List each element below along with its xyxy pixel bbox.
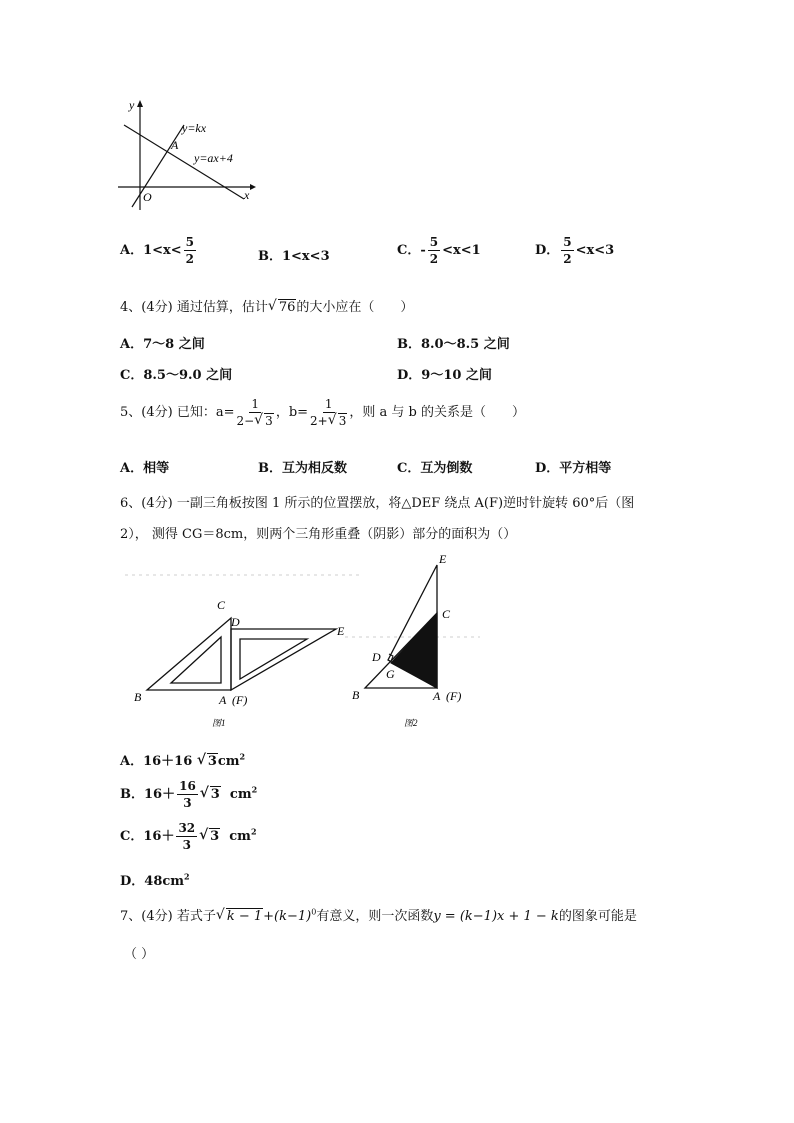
superscript: 2 — [239, 751, 246, 762]
fraction: $\frac{32}{3}$ — [178, 821, 196, 852]
sqrt-3: √ 3 — [199, 829, 220, 844]
triangle-abc-outer — [147, 618, 231, 690]
unit: cm — [229, 829, 251, 844]
superscript: 2 — [184, 871, 190, 882]
fraction-a: $\frac{1}{2-√ 3}$ — [236, 398, 273, 427]
fig1-caption: 图1 — [212, 718, 226, 728]
sqrt-3: √ 3 — [197, 754, 218, 769]
fig1-label-a: A — [219, 693, 227, 707]
superscript: 2 — [250, 826, 257, 837]
q4-stem-prefix: 4、(4分) 通过估算，估计 — [120, 300, 268, 315]
q7-mid: 有意义，则一次函数 — [316, 909, 434, 924]
x-axis-arrow-icon — [250, 184, 256, 190]
sqrt-k-minus-1: √ k − 1 — [216, 909, 263, 924]
q7-stem-line2: （ ） — [124, 947, 155, 962]
q6-option-b — [120, 780, 257, 809]
sqrt-3: √ 3 — [254, 415, 274, 427]
y-axis-arrow-icon — [137, 100, 143, 107]
minus-sign: - — [420, 243, 426, 258]
fig2-label-b: B — [352, 688, 360, 702]
fig2-label-c: C — [442, 607, 451, 621]
q6-option-d-text: D．48cm — [120, 874, 185, 889]
q5-stem-prefix: 5、(4分) 已知：a= — [120, 405, 235, 420]
q6-option-a — [120, 750, 245, 769]
q6-option-c-prefix: C．16＋ — [120, 829, 175, 844]
q6-option-d — [120, 870, 190, 889]
fig1-label-e: E — [337, 624, 345, 638]
triangle-def-outer — [231, 629, 336, 690]
q3-option-b-text: B．1<x<3 — [258, 249, 330, 264]
q5-option-b: B．互为相反数 — [258, 461, 347, 476]
fig2-label-g: G — [386, 667, 395, 681]
unit: cm — [229, 787, 252, 802]
fig1-label-f: (F) — [232, 693, 248, 707]
q6-stem-line1: 6、(4分) 一副三角板按图 1 所示的位置摆放，将△DEF 绕点 A(F)逆时针旋转 60°后（图 — [120, 496, 635, 511]
q7-function: y = (k−1)x + 1 − k — [433, 909, 559, 924]
q4-stem-suffix: 的大小应在（ ） — [296, 300, 414, 315]
q4-option-c: C．8.5～9.0 之间 — [120, 368, 233, 383]
fig1-label-b: B — [134, 690, 142, 704]
q3-option-a-text: A．1<x< — [120, 243, 182, 258]
sqrt-3: √ 3 — [328, 415, 348, 427]
fig2-caption: 图2 — [404, 718, 418, 728]
q7-suffix: 的图象可能是 — [558, 909, 637, 924]
exponent: 0 — [311, 907, 317, 917]
q3-option-d-suffix: <x<3 — [575, 243, 615, 258]
q6-option-a-prefix: A．16＋16 — [120, 754, 193, 769]
q3-option-a — [120, 236, 198, 265]
y-axis-label: y — [129, 98, 135, 112]
q3-option-c — [397, 236, 481, 265]
q5-option-a: A．相等 — [120, 461, 170, 476]
q3-option-c-suffix: <x<1 — [442, 243, 481, 258]
q3-option-d — [535, 236, 614, 265]
q3-option-b — [258, 245, 330, 264]
q4-option-d: D．9～10 之间 — [397, 368, 492, 383]
fig1-label-d: D — [231, 615, 240, 629]
fig2-label-a: A — [433, 689, 441, 703]
unit: cm — [217, 754, 240, 769]
point-a-label: A — [171, 138, 179, 152]
fig1-label-c: C — [217, 598, 226, 612]
q3-coordinate-graph — [110, 95, 270, 215]
superscript: 2 — [251, 784, 258, 795]
triangle-def-inner — [240, 639, 307, 679]
shaded-overlap-region — [391, 613, 437, 688]
line2-label: y=ax+4 — [194, 151, 233, 165]
origin-label: O — [143, 190, 152, 204]
q5-option-c: C．互为倒数 — [397, 461, 473, 476]
fig2-label-d: D — [372, 650, 381, 664]
line1-label: y=kx — [182, 121, 207, 135]
triangle-abc-inner — [171, 637, 221, 683]
q6-stem-line2: 2）， 测得 CG＝8cm，则两个三角形重叠（阴影）部分的面积为（） — [120, 527, 517, 542]
fraction-b: $\frac{1}{2+√ 3}$ — [310, 398, 347, 427]
q5-stem-suffix: ，则 a 与 b 的关系是（ ） — [349, 405, 525, 420]
q5-option-d: D．平方相等 — [535, 461, 612, 476]
fraction: $\frac{5}{2}$ — [185, 235, 195, 266]
q6-figure-2 — [345, 550, 485, 735]
x-axis-label: x — [244, 188, 250, 202]
q4-option-a: A．7～8 之间 — [120, 337, 205, 352]
q4-option-b: B．8.0～8.5 之间 — [397, 337, 510, 352]
q3-option-d-prefix: D． — [535, 243, 560, 258]
q4-stem — [120, 296, 413, 315]
q7-expr: +(k−1) — [263, 909, 312, 924]
q7-stem-line1 — [120, 905, 637, 924]
fig2-label-e: E — [439, 552, 447, 566]
fraction: $\frac{16}{3}$ — [179, 779, 196, 810]
q6-figure-1 — [125, 565, 365, 735]
q5-b-label: ，b= — [275, 405, 309, 420]
q6-option-c — [120, 822, 257, 851]
sqrt-3: √ 3 — [200, 787, 221, 802]
q3-option-c-prefix: C． — [397, 243, 421, 258]
fraction: $\frac{5}{2}$ — [429, 235, 439, 266]
q5-stem — [120, 398, 525, 427]
q6-option-b-prefix: B．16＋ — [120, 787, 176, 802]
q7-stem-prefix: 7、(4分) 若式子 — [120, 909, 216, 924]
fraction: $\frac{5}{2}$ — [563, 235, 572, 266]
fig2-label-f: (F) — [446, 689, 462, 703]
sqrt-76: √ 76 — [268, 300, 297, 315]
